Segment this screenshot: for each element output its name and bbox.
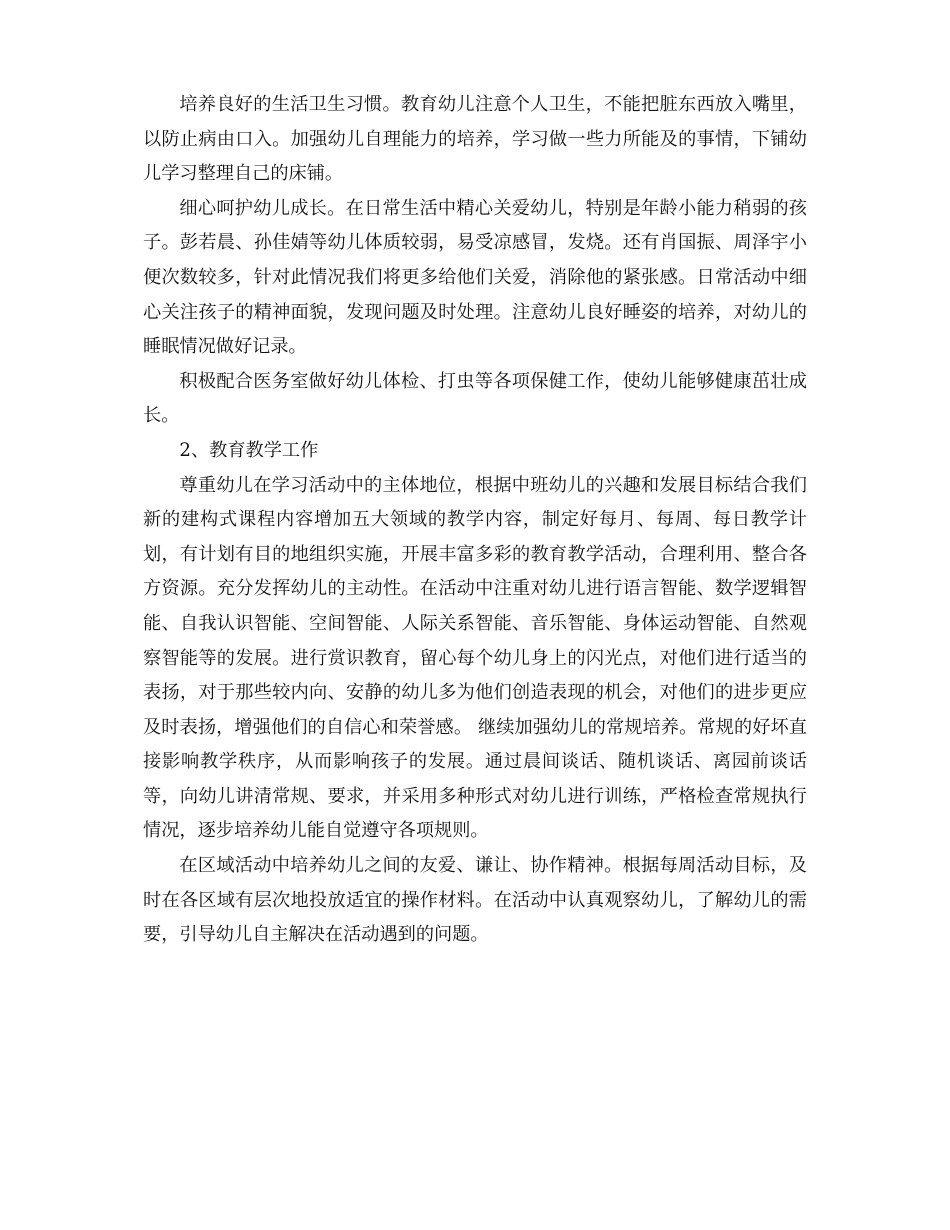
paragraph-teaching-work: 尊重幼儿在学习活动中的主体地位，根据中班幼儿的兴趣和发展目标结合我们新的建构式课程内容增加五大领域的教学内容，制定好每月、每周、每日教学计划，有计划有目的地组织实施，开展丰富多彩的教育教学活动，合理利用、整合各方资源。充分发挥幼儿的主动性。在活动中注重对幼儿进行语言智能、数学逻辑智能、自我认识智能、空间智能、人际关系智能、音乐智能、身体运动智能、自然观察智能等的发展。进行赏识教育，留心每个幼儿身上的闪光点，对他们进行适当的表扬，对于那些较内向、安静的幼儿多为他们创造表现的机会，对他们的进步更应及时表扬，增强他们的自信心和荣誉感。 继续加强幼儿的常规培养。常规的好坏直接影响教学秩序，从而影响孩子的发展。通过晨间谈话、随机谈话、离园前谈话等，向幼儿讲清常规、要求，并采用多种形式对幼儿进行训练，严格检查常规执行情况，逐步培养幼儿能自觉遵守各项规则。 [143, 474, 807, 842]
paragraph-health-work: 积极配合医务室做好幼儿体检、打虫等各项保健工作，使幼儿能够健康茁壮成长。 [143, 370, 807, 427]
paragraph-area-activities: 在区域活动中培养幼儿之间的友爱、谦让、协作精神。根据每周活动目标，及时在各区域有层次地投放适宜的操作材料。在活动中认真观察幼儿，了解幼儿的需要，引导幼儿自主解决在活动遇到的问题。 [143, 855, 807, 946]
paragraph-hygiene-habits: 培养良好的生活卫生习惯。教育幼儿注意个人卫生，不能把脏东西放入嘴里，以防止病由口入。加强幼儿自理能力的培养，学习做一些力所能及的事情，下铺幼儿学习整理自己的床铺。 [143, 94, 807, 185]
section-heading-teaching: 2、教育教学工作 [179, 439, 319, 461]
paragraph-care-growth: 细心呵护幼儿成长。在日常生活中精心关爱幼儿，特别是年龄小能力稍弱的孩子。彭若晨、孙佳婧等幼儿体质较弱，易受凉感冒，发烧。还有肖国振、周泽宇小便次数较多，针对此情况我们将更多给他们关爱，消除他的紧张感。日常活动中细心关注孩子的精神面貌，发现问题及时处理。注意幼儿良好睡姿的培养，对幼儿的睡眠情况做好记录。 [143, 197, 807, 358]
document-body [143, 88, 807, 953]
